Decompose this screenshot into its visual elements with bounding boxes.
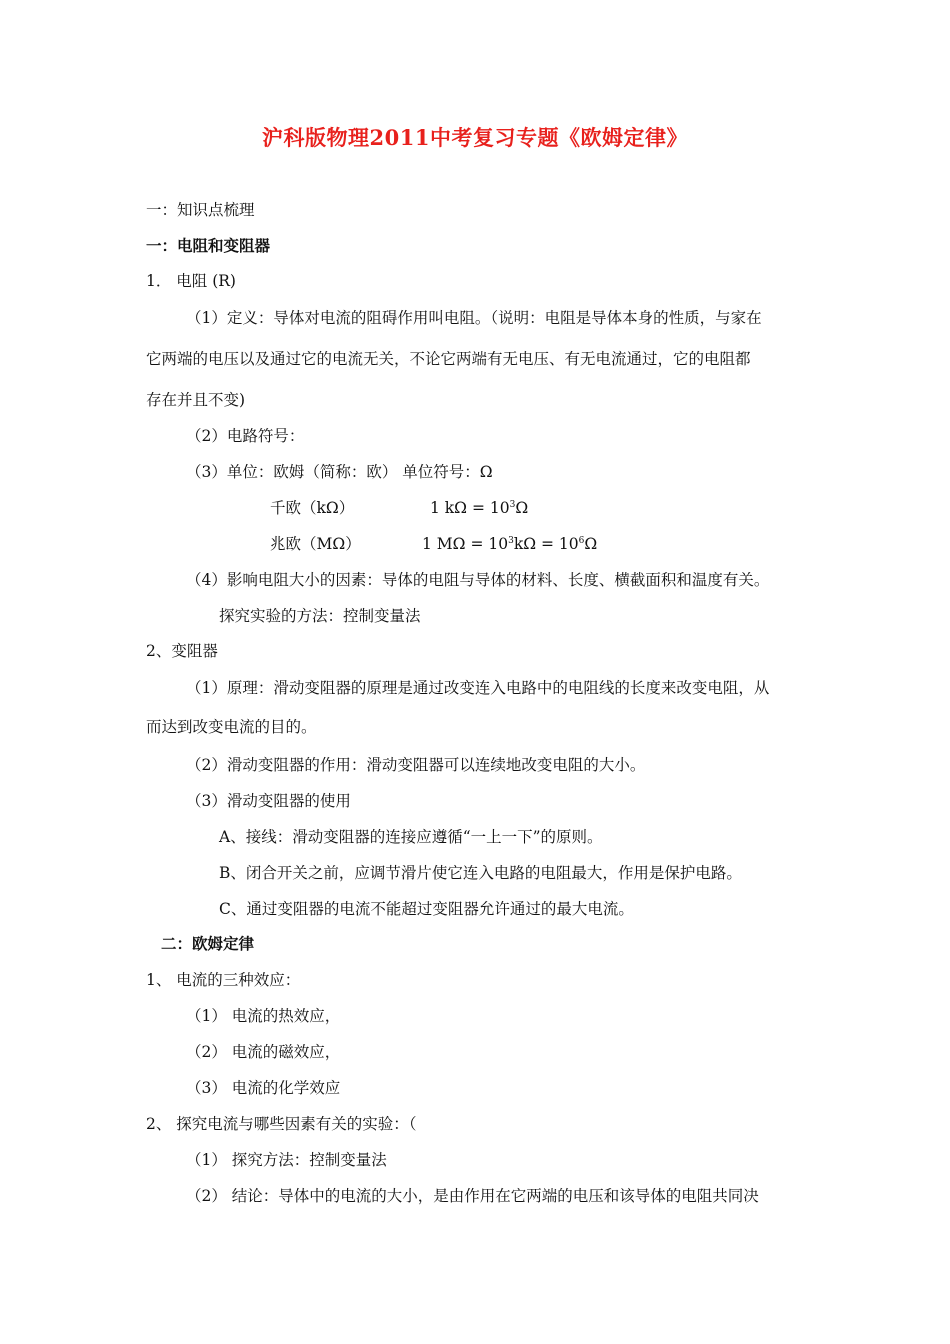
list-item: （1） 探究方法：控制变量法 <box>186 1151 387 1169</box>
unit-megaohm-label: 兆欧（MΩ） <box>270 535 361 553</box>
paragraph-line: B、闭合开关之前，应调节滑片使它连入电路的电阻最大，作用是保护电路。 <box>219 864 742 882</box>
paragraph-line: 它两端的电压以及通过它的电流无关，不论它两端有无电压、有无电流通过，它的电阻都 <box>146 350 751 368</box>
paragraph-line: （4）影响电阻大小的因素：导体的电阻与导体的材料、长度、横截面积和温度有关。 <box>186 571 770 589</box>
section-heading-resistance: 一：电阻和变阻器 <box>146 236 271 255</box>
unit-megaohm-formula: 1 $M\Omega = 10^3k\Omega = 10^6\Omega$ <box>422 535 598 553</box>
paragraph-line: A、接线：滑动变阻器的连接应遵循“一上一下”的原则。 <box>219 828 603 846</box>
paragraph-line: C、通过变阻器的电流不能超过变阻器允许通过的最大电流。 <box>219 900 634 918</box>
item-experiment: 2、 探究电流与哪些因素有关的实验：（ <box>146 1115 417 1133</box>
item-rheostat: 2、变阻器 <box>146 642 218 660</box>
unit-kiloohm-formula: 1 $k\Omega = 10^3\Omega$ <box>430 499 529 517</box>
paragraph-line: （2）电路符号： <box>186 427 305 445</box>
paragraph-line: 探究实验的方法：控制变量法 <box>219 607 421 625</box>
list-item: （3） 电流的化学效应 <box>186 1079 341 1097</box>
paragraph-line: （1）原理：滑动变阻器的原理是通过改变连入电路中的电阻线的长度来改变电阻，从 <box>186 679 770 697</box>
unit-kiloohm-label: 千欧（kΩ） <box>270 499 355 517</box>
item-resistance: 1． 电阻 (R) <box>146 272 236 290</box>
document-title: 沪科版物理2011中考复习专题《欧姆定律》 <box>262 125 688 150</box>
item-current-effects: 1、 电流的三种效应： <box>146 971 301 989</box>
list-item: （2） 结论：导体中的电流的大小，是由作用在它两端的电压和该导体的电阻共同决 <box>186 1187 759 1205</box>
paragraph-line: （3）滑动变阻器的使用 <box>186 792 351 810</box>
paragraph-line: （1）定义：导体对电流的阻碍作用叫电阻。（说明：电阻是导体本身的性质，与家在 <box>186 309 762 327</box>
section-heading-ohms-law: 二：欧姆定律 <box>161 934 255 953</box>
paragraph-line: （2）滑动变阻器的作用：滑动变阻器可以连续地改变电阻的大小。 <box>186 756 646 774</box>
list-item: （2） 电流的磁效应， <box>186 1043 341 1061</box>
paragraph-line: 而达到改变电流的目的。 <box>146 718 317 736</box>
section-heading-overview: 一：知识点梳理 <box>146 201 255 219</box>
paragraph-line: （3）单位：欧姆（简称：欧） 单位符号：Ω <box>186 463 493 481</box>
list-item: （1） 电流的热效应， <box>186 1007 341 1025</box>
paragraph-line: 存在并且不变) <box>146 391 246 409</box>
